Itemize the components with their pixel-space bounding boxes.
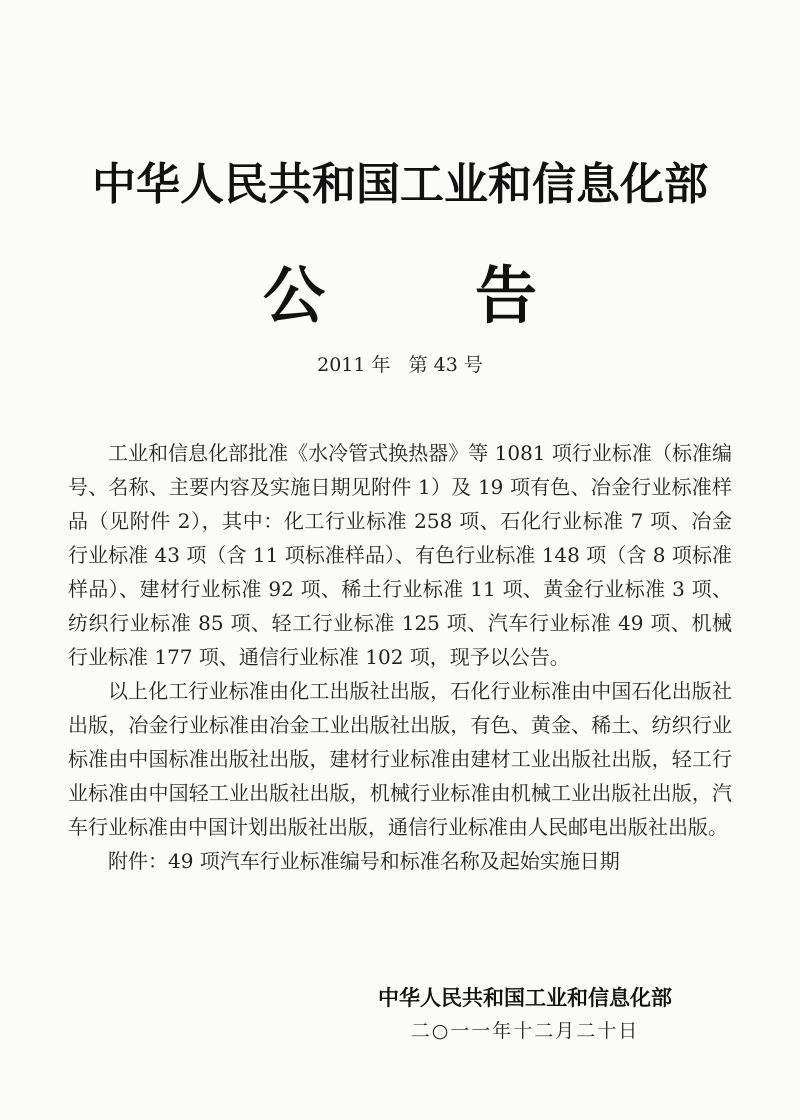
notice-char-1: 公 bbox=[262, 259, 325, 332]
notice-heading bbox=[0, 246, 800, 335]
paragraph-1: 工业和信息化部批准《水冷管式换热器》等 1081 项行业标准（标准编号、名称、主要内容及实施日期见附件 1）及 19 项有色、冶金行业标准样品（见附件 2），其中：化工行业标准 258 项、石化行业标准 7 项、冶金行业标准 43 项（含 11 项标准样品）、有色行业标准 148 项（含 8 项标准样品）、建材行业标准 92 项、稀土行业标准 11 项、黄金行业标准 3 项、纺织行业标准 85 项、轻工行业标准 125 项、汽车行业标准 49 项、机械行业标准 177 项、通信行业标准 102 项，现予以公告。 bbox=[68, 441, 732, 669]
signature-date: 二○一一年十二月二十日 bbox=[410, 1020, 640, 1042]
announcement-body bbox=[68, 436, 732, 878]
document-number: 2011 年 第 43 号 bbox=[317, 354, 483, 376]
notice-char-2: 告 bbox=[475, 259, 538, 332]
ministry-title: 中华人民共和国工业和信息化部 bbox=[92, 159, 708, 210]
signature-organization: 中华人民共和国工业和信息化部 bbox=[378, 986, 672, 1010]
paragraph-2: 以上化工行业标准由化工出版社出版，石化行业标准由中国石化出版社出版，冶金行业标准由冶金工业出版社出版，有色、黄金、稀土、纺织行业标准由中国标准出版社出版，建材行业标准由建材工业出版社出版，轻工行业标准由中国轻工业出版社出版，机械行业标准由机械工业出版社出版，汽车行业标准由中国计划出版社出版，通信行业标准由人民邮电出版社出版。 bbox=[68, 679, 732, 839]
attachment-line: 附件：49 项汽车行业标准编号和标准名称及起始实施日期 bbox=[108, 849, 620, 873]
